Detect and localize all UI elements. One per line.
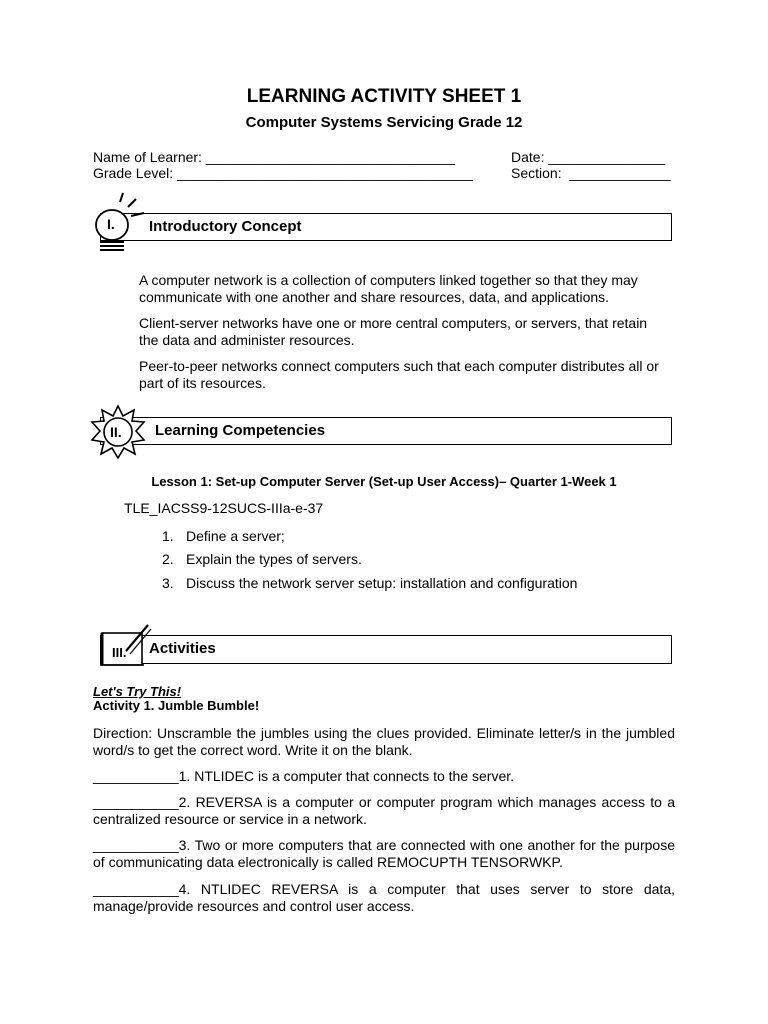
page-title: LEARNING ACTIVITY SHEET 1	[246, 86, 522, 107]
lets-try-heading: Let's Try This!	[93, 684, 182, 699]
lightbulb-icon	[90, 192, 150, 252]
objective-number: 1.	[162, 528, 174, 544]
objective-text: Discuss the network server setup: installation and configuration	[186, 575, 578, 591]
objective-item	[162, 528, 285, 544]
section-1-title: Introductory Concept	[149, 218, 302, 235]
section-field: Section: _____________	[511, 165, 671, 181]
section-1-number: I.	[107, 216, 115, 232]
activity-direction: Direction: Unscramble the jumbles using the clues provided. Eliminate letter/s in the jumbled word/s to get the correct word. Write it on the blank.	[93, 725, 675, 758]
section-2-number: II.	[110, 424, 122, 440]
name-of-learner-field: Name of Learner: ________________________________	[93, 149, 455, 165]
intro-paragraph-2: Client-server networks have one or more central computers, or servers, that retain the data and administer resources.	[139, 315, 648, 348]
competency-code: TLE_IACSS9-12SUCS-IIIa-e-37	[124, 500, 324, 516]
section-3-number: III.	[112, 645, 127, 660]
date-field: Date: _______________	[511, 149, 666, 165]
objective-text: Define a server;	[186, 528, 285, 544]
activity-title: Activity 1. Jumble Bumble!	[93, 698, 260, 713]
grade-level-field: Grade Level: ______________________________________	[93, 165, 473, 181]
intro-paragraph-1: A computer network is a collection of computers linked together so that they may communicate with one another and share resources, data, and applications.	[139, 272, 638, 305]
objective-item	[162, 575, 577, 591]
activity-item-4: ___________4. NTLIDEC REVERSA is a computer that uses server to store data, manage/provide resources and control user access.	[93, 881, 675, 914]
objective-item	[162, 551, 362, 567]
objective-number: 2.	[162, 551, 174, 567]
lesson-heading: Lesson 1: Set-up Computer Server (Set-up User Access)– Quarter 1-Week 1	[151, 474, 617, 489]
page-subtitle: Computer Systems Servicing Grade 12	[245, 114, 523, 131]
section-3-title: Activities	[149, 640, 216, 657]
objective-number: 3.	[162, 575, 174, 591]
intro-paragraph-3: Peer-to-peer networks connect computers such that each computer distributes all or part of its resources.	[139, 358, 659, 391]
activity-item-2: ___________2. REVERSA is a computer or computer program which manages access to a centralized resource or service in a network.	[93, 794, 675, 827]
section-2-title: Learning Competencies	[155, 422, 326, 439]
objective-text: Explain the types of servers.	[186, 551, 362, 567]
activity-item-3: ___________3. Two or more computers that are connected with one another for the purpose of communicating data electronically is called REMOCUPTH TENSORWKP.	[93, 837, 675, 870]
activity-item-1: ___________1. NTLIDEC is a computer that connects to the server.	[93, 768, 515, 784]
